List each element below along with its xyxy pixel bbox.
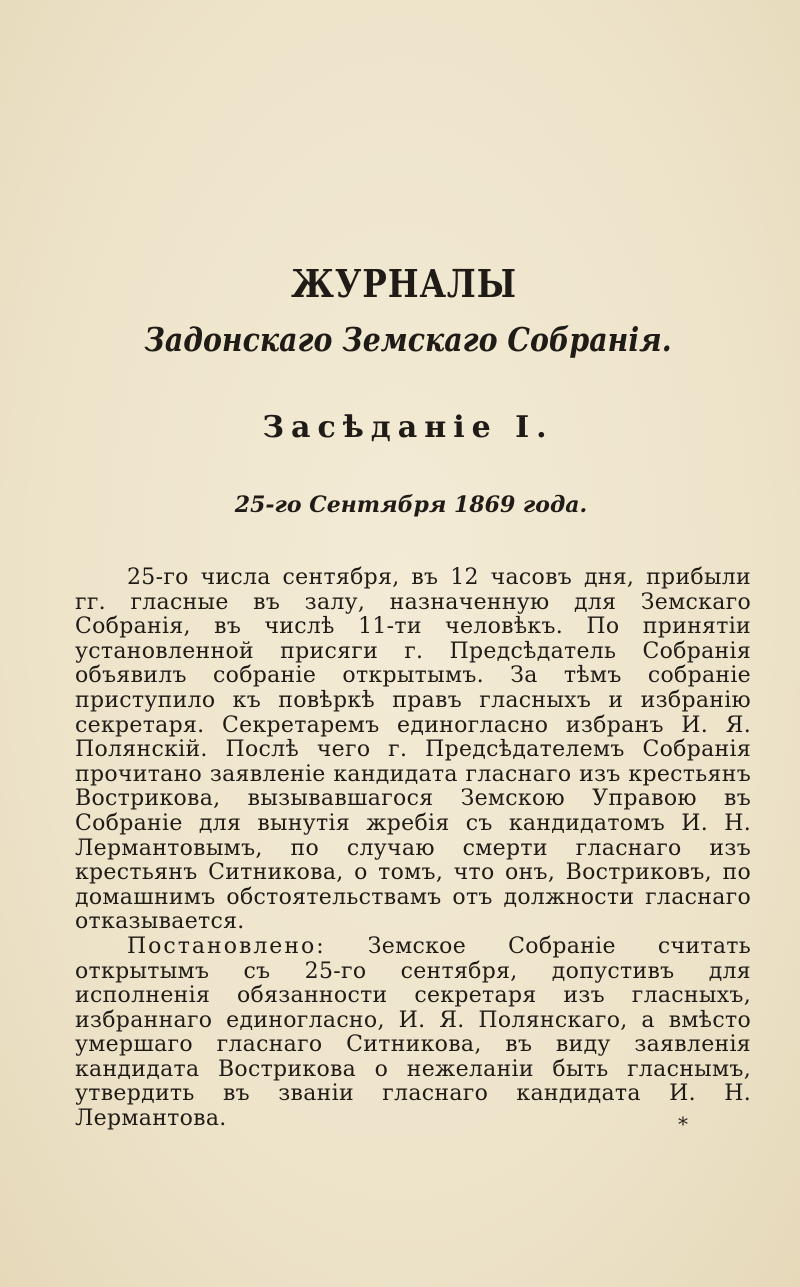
paragraph-proceedings: 25-го числа сентября, въ 12 часовъ дня, прибыли гг. гласные въ залу, назначенную для Земскаго Собранія, въ числѣ 11-ти человѣкъ. По принятіи установленной присяги г. Предсѣдатель Собранія объявилъ собраніе открытымъ. За тѣмъ собраніе приступило къ повѣркѣ правъ гласныхъ и избранію секретаря. Секретаремъ единогласно избранъ И. Я. Полянскій. Послѣ чего г. Предсѣдателемъ Собранія прочитано заявленіе кандидата гласнаго изъ крестьянъ Вострикова, вызывавшагося Земскою Управою въ Собраніе для вынутія жребія съ кандидатомъ И. Н. Лермантовымъ, по случаю смерти гласнаго изъ крестьянъ Ситникова, о томъ, что онъ, Востриковъ, по домашнимъ обстоятельствамъ отъ должности гласнаго отказывается.	[75, 565, 751, 935]
page-title: ЖУРНАЛЫ	[291, 261, 517, 307]
page-subtitle: Задонскаго Земскаго Собранія.	[144, 320, 672, 359]
footnote-asterisk: *	[678, 1112, 688, 1136]
session-heading: Засѣданіе I.	[262, 410, 554, 445]
session-date: 25-го Сентября 1869 года.	[234, 492, 588, 518]
resolution-lead: Постановлено:	[127, 933, 326, 959]
journal-body	[75, 566, 751, 1132]
resolution-text: Земское Собраніе считать открытымъ съ 25-го сентября, допустивъ для исполненія обязанности секретаря изъ гласныхъ, избраннаго единогласно, И. Я. Полянскаго, а вмѣсто умершаго гласнаго Ситникова, въ виду заявленія кандидата Вострикова о нежеланіи быть гласнымъ, утвердить въ званіи гласнаго кандидата И. Н. Лермантова.	[75, 933, 751, 1132]
paragraph-resolution	[75, 935, 751, 1132]
